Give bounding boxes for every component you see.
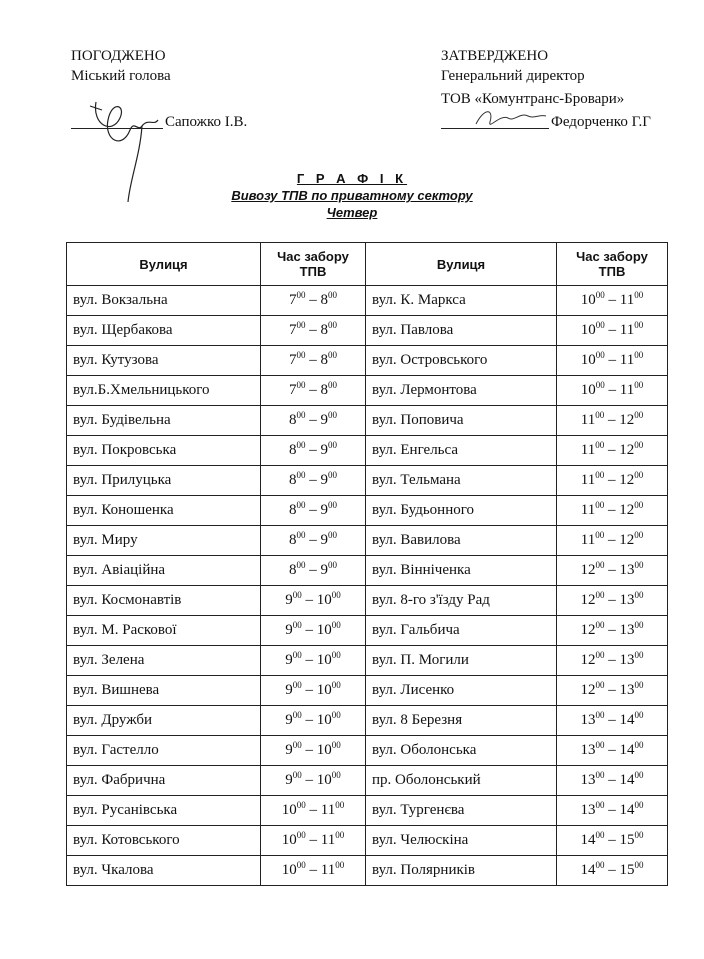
- time-cell-left: $9^{00} - 10^{00}$: [261, 766, 366, 796]
- table-row: [67, 676, 668, 706]
- table-row: [67, 556, 668, 586]
- time-cell-left: $9^{00} - 10^{00}$: [261, 706, 366, 736]
- street-cell-left: вул. Котовського: [67, 826, 261, 856]
- time-cell-left: $8^{00} - 9^{00}$: [261, 496, 366, 526]
- confirm-name: Федорченко Г.Г: [551, 114, 651, 130]
- street-cell-left: вул. Будівельна: [67, 406, 261, 436]
- street-cell-right: вул. Полярників: [366, 856, 557, 886]
- time-cell-right: $10^{00} - 11^{00}$: [557, 346, 668, 376]
- street-cell-left: вул.Б.Хмельницького: [67, 376, 261, 406]
- table-row: [67, 766, 668, 796]
- street-cell-right: вул. Будьонного: [366, 496, 557, 526]
- confirm-org: ТОВ «Комунтранс-Бровари»: [441, 91, 625, 107]
- confirm-position: Генеральний директор: [441, 68, 585, 84]
- table-row: [67, 346, 668, 376]
- time-cell-right: $12^{00} - 13^{00}$: [557, 676, 668, 706]
- time-cell-right: $10^{00} - 11^{00}$: [557, 316, 668, 346]
- table-row: [67, 586, 668, 616]
- approval-heading: ПОГОДЖЕНО: [71, 48, 166, 64]
- table-row: [67, 406, 668, 436]
- time-cell-right: $10^{00} - 11^{00}$: [557, 286, 668, 316]
- table-body: [67, 286, 668, 886]
- street-cell-left: вул. Дружби: [67, 706, 261, 736]
- street-cell-right: вул. Тургенєва: [366, 796, 557, 826]
- confirm-heading: ЗАТВЕРДЖЕНО: [441, 48, 549, 64]
- table-row: [67, 616, 668, 646]
- time-cell-right: $11^{00} - 12^{00}$: [557, 496, 668, 526]
- street-cell-left: вул. М. Раскової: [67, 616, 261, 646]
- approval-name: Сапожко І.В.: [165, 114, 248, 130]
- street-cell-left: вул. Вокзальна: [67, 286, 261, 316]
- street-cell-right: вул. П. Могили: [366, 646, 557, 676]
- street-cell-right: пр. Оболонський: [366, 766, 557, 796]
- table-row: [67, 706, 668, 736]
- time-cell-left: $9^{00} - 10^{00}$: [261, 616, 366, 646]
- table-row: [67, 286, 668, 316]
- street-cell-left: вул. Русанівська: [67, 796, 261, 826]
- time-cell-right: $12^{00} - 13^{00}$: [557, 646, 668, 676]
- street-cell-right: вул. Оболонська: [366, 736, 557, 766]
- time-cell-left: $10^{00} - 11^{00}$: [261, 826, 366, 856]
- time-cell-right: $11^{00} - 12^{00}$: [557, 466, 668, 496]
- street-cell-right: вул. Островського: [366, 346, 557, 376]
- time-cell-left: $9^{00} - 10^{00}$: [261, 676, 366, 706]
- col-header-time-2: Час забору ТПВ: [557, 243, 668, 286]
- street-cell-left: вул. Коношенка: [67, 496, 261, 526]
- time-cell-left: $8^{00} - 9^{00}$: [261, 556, 366, 586]
- table-row: [67, 736, 668, 766]
- street-cell-right: вул. 8 Березня: [366, 706, 557, 736]
- table-row: [67, 826, 668, 856]
- table-row: [67, 646, 668, 676]
- time-cell-right: $11^{00} - 12^{00}$: [557, 436, 668, 466]
- street-cell-left: вул. Щербакова: [67, 316, 261, 346]
- street-cell-left: вул. Прилуцька: [67, 466, 261, 496]
- time-cell-right: $11^{00} - 12^{00}$: [557, 526, 668, 556]
- time-cell-left: $10^{00} - 11^{00}$: [261, 856, 366, 886]
- street-cell-right: вул. 8-го з'їзду Рад: [366, 586, 557, 616]
- street-cell-left: вул. Фабрична: [67, 766, 261, 796]
- time-cell-left: $9^{00} - 10^{00}$: [261, 586, 366, 616]
- title-schedule: Г Р А Ф І К: [296, 171, 408, 186]
- time-cell-right: $10^{00} - 11^{00}$: [557, 376, 668, 406]
- time-cell-right: $12^{00} - 13^{00}$: [557, 556, 668, 586]
- title-subtitle: Вивозу ТПВ по приватному сектору: [231, 188, 473, 203]
- street-cell-right: вул. Вінніченка: [366, 556, 557, 586]
- table-row: [67, 376, 668, 406]
- street-cell-right: вул. Челюскіна: [366, 826, 557, 856]
- time-cell-left: $8^{00} - 9^{00}$: [261, 406, 366, 436]
- street-cell-right: вул. Вавилова: [366, 526, 557, 556]
- table-header-row: [67, 243, 668, 286]
- table-row: [67, 796, 668, 826]
- street-cell-right: вул. К. Маркса: [366, 286, 557, 316]
- table-row: [67, 496, 668, 526]
- col-header-time-1: Час забору ТПВ: [261, 243, 366, 286]
- time-cell-left: $7^{00} - 8^{00}$: [261, 346, 366, 376]
- time-cell-left: $7^{00} - 8^{00}$: [261, 316, 366, 346]
- col-header-street-2: Вулиця: [366, 243, 557, 286]
- title-weekday: Четвер: [326, 205, 378, 220]
- street-cell-left: вул. Чкалова: [67, 856, 261, 886]
- time-cell-left: $8^{00} - 9^{00}$: [261, 526, 366, 556]
- street-cell-right: вул. Павлова: [366, 316, 557, 346]
- table-row: [67, 466, 668, 496]
- street-cell-right: вул. Тельмана: [366, 466, 557, 496]
- street-cell-right: вул. Гальбича: [366, 616, 557, 646]
- time-cell-right: $13^{00} - 14^{00}$: [557, 736, 668, 766]
- street-cell-right: вул. Енгельса: [366, 436, 557, 466]
- time-cell-left: $8^{00} - 9^{00}$: [261, 466, 366, 496]
- table-row: [67, 856, 668, 886]
- street-cell-left: вул. Кутузова: [67, 346, 261, 376]
- street-cell-left: вул. Космонавтів: [67, 586, 261, 616]
- time-cell-right: $11^{00} - 12^{00}$: [557, 406, 668, 436]
- signature-right: [470, 104, 550, 134]
- time-cell-left: $9^{00} - 10^{00}$: [261, 736, 366, 766]
- time-cell-right: $14^{00} - 15^{00}$: [557, 856, 668, 886]
- time-cell-right: $13^{00} - 14^{00}$: [557, 706, 668, 736]
- table-row: [67, 526, 668, 556]
- street-cell-left: вул. Миру: [67, 526, 261, 556]
- street-cell-left: вул. Покровська: [67, 436, 261, 466]
- title-block: [0, 170, 704, 221]
- street-cell-left: вул. Зелена: [67, 646, 261, 676]
- street-cell-right: вул. Лермонтова: [366, 376, 557, 406]
- street-cell-right: вул. Лисенко: [366, 676, 557, 706]
- time-cell-right: $13^{00} - 14^{00}$: [557, 766, 668, 796]
- time-cell-left: $10^{00} - 11^{00}$: [261, 796, 366, 826]
- schedule-table: [66, 242, 668, 886]
- table-row: [67, 316, 668, 346]
- time-cell-right: $14^{00} - 15^{00}$: [557, 826, 668, 856]
- time-cell-left: $7^{00} - 8^{00}$: [261, 286, 366, 316]
- time-cell-right: $13^{00} - 14^{00}$: [557, 796, 668, 826]
- street-cell-left: вул. Вишнева: [67, 676, 261, 706]
- time-cell-left: $9^{00} - 10^{00}$: [261, 646, 366, 676]
- time-cell-right: $12^{00} - 13^{00}$: [557, 616, 668, 646]
- table-row: [67, 436, 668, 466]
- street-cell-right: вул. Поповича: [366, 406, 557, 436]
- approval-position: Міський голова: [71, 68, 171, 84]
- col-header-street-1: Вулиця: [67, 243, 261, 286]
- street-cell-left: вул. Гастелло: [67, 736, 261, 766]
- time-cell-left: $8^{00} - 9^{00}$: [261, 436, 366, 466]
- time-cell-left: $7^{00} - 8^{00}$: [261, 376, 366, 406]
- street-cell-left: вул. Авіаційна: [67, 556, 261, 586]
- time-cell-right: $12^{00} - 13^{00}$: [557, 586, 668, 616]
